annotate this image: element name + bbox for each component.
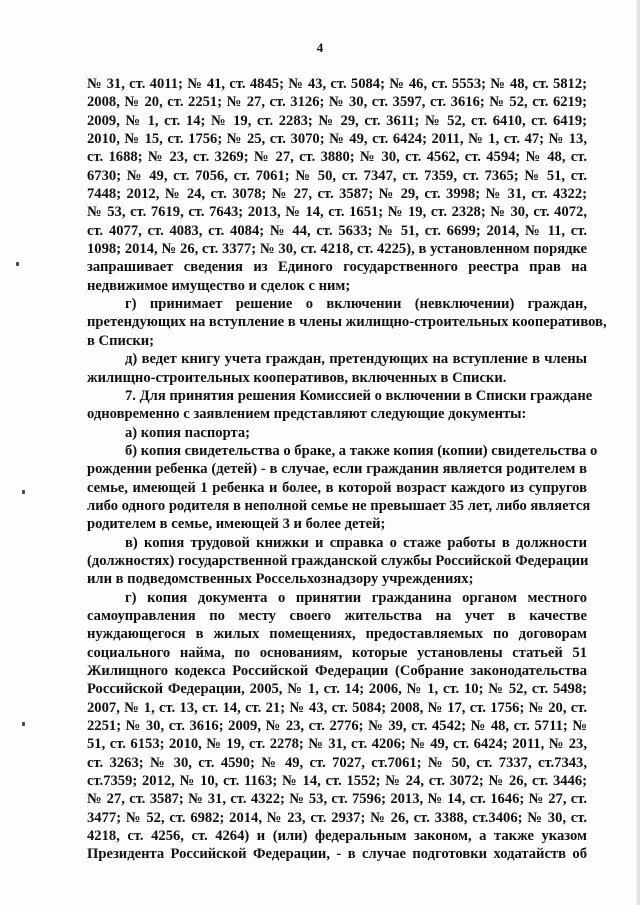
text-line: 7448; 2012, № 24, ст. 3078; № 27, ст. 3587; № 29, ст. 3998; № 31, ст. 4322; <box>87 186 587 203</box>
text-line: Президента Российской Федерации, - в случае подготовки ходатайств об <box>87 846 587 863</box>
text-line: 2010, № 15, ст. 1756; № 25, ст. 3070; № 49, ст. 6424; 2011, № 1, ст. 47; № 13, <box>87 131 587 148</box>
text-line: 6730; № 49, ст. 7056, ст. 7061; № 50, ст. 7347, ст. 7359, ст. 7365; № 51, ст. <box>87 167 587 184</box>
margin-mark <box>22 722 25 726</box>
text-line: 1098; 2014, № 26, ст. 3377; № 30, ст. 4218, ст. 4225), в установленном порядке <box>87 241 587 258</box>
text-line: родителем в семье, имеющей 3 и более детей; <box>87 516 386 533</box>
text-line: 51, ст. 6153; 2010, № 19, ст. 2278; № 31, ст. 4206; № 49, ст. 6424; 2011, № 23, <box>87 736 587 753</box>
text-line: Российской Федерации, 2005, № 1, ст. 14; 2006, № 1, ст. 10; № 52, ст. 5498; <box>87 681 587 698</box>
document-body <box>87 75 607 864</box>
text-line: в) копия трудовой книжки и справка о стаже работы в должности <box>125 534 587 551</box>
text-line: рождении ребенка (детей) - в случае, если гражданин является родителем в <box>87 461 587 478</box>
text-line: № 31, ст. 4011; № 41, ст. 4845; № 43, ст. 5084; № 46, ст. 5553; № 48, ст. 5812; <box>87 76 587 92</box>
text-line: д) ведет книгу учета граждан, претендующих на вступление в члены <box>125 351 587 368</box>
text-line: (должностях) государственной гражданской службы Российской Федерации <box>87 552 589 569</box>
page-number: 4 <box>316 40 324 55</box>
text-line: Жилищного кодекса Российской Федерации (Собрание законодательства <box>87 663 587 679</box>
text-line: недвижимое имущество и сделок с ним; <box>87 277 351 294</box>
text-line: социального найма, по основаниям, которые установлены статьей 51 <box>87 644 587 661</box>
text-line: запрашивает сведения из Единого государственного реестра прав на <box>87 259 587 276</box>
text-line: одновременно с заявлением представляют следующие документы: <box>87 406 527 423</box>
text-line: 4218, ст. 4256, ст. 4264) и (или) федеральным законом, а также указом <box>87 828 587 845</box>
text-line: в Списки; <box>87 332 155 349</box>
margin-mark <box>22 490 25 494</box>
text-line: 2007, № 1, ст. 13, ст. 14, ст. 21; № 43, ст. 5084; 2008, № 17, ст. 1756; № 20, ст. <box>87 699 587 716</box>
text-line: нуждающегося в жилых помещениях, предоставляемых по договорам <box>87 626 587 643</box>
text-line: ст. 1688; № 23, ст. 3269; № 27, ст. 3880; № 30, ст. 4562, ст. 4594; № 48, ст. <box>87 149 587 166</box>
text-line: претендующих на вступление в члены жилищно-строительных кооперативов, <box>87 314 607 331</box>
text-line: ст. 3263; № 30, ст. 4590; № 49, ст. 7027, ст.7061; № 50, ст. 7337, ст.7343, <box>87 754 587 771</box>
text-line: 2008, № 20, ст. 2251; № 27, ст. 3126; № 30, ст. 3597, ст. 3616; № 52, ст. 6219; <box>87 94 587 111</box>
text-line: № 53, ст. 7619, ст. 7643; 2013, № 14, ст. 1651; № 19, ст. 2328; № 30, ст. 4072, <box>87 204 587 221</box>
page-edge <box>636 0 640 905</box>
text-line: а) копия паспорта; <box>125 424 250 441</box>
text-line: 2251; № 30, ст. 3616; 2009, № 23, ст. 2776; № 39, ст. 4542; № 48, ст. 5711; № <box>87 718 587 735</box>
text-line: 7. Для принятия решения Комиссией о включении в Списки граждане <box>125 387 593 404</box>
text-line: ст. 4077, ст. 4083, ст. 4084; № 44, ст. 5633; № 51, ст. 6699; 2014, № 11, ст. <box>87 222 587 239</box>
text-line: № 27, ст. 3587; № 31, ст. 4322; № 53, ст. 7596; 2013, № 14, ст. 1646; № 27, ст. <box>87 791 587 808</box>
text-line: либо одного родителя в неполной семье не превышает 35 лет, либо является <box>87 497 591 514</box>
text-line: 3477; № 52, ст. 6982; 2014, № 23, ст. 2937; № 26, ст. 3388, ст.3406; № 30, ст. <box>87 809 587 826</box>
text-line: г) принимает решение о включении (невключении) граждан, <box>125 296 587 313</box>
text-line: жилищно-строительных кооперативов, включенных в Списки. <box>87 369 507 386</box>
text-line: 2009, № 1, ст. 14; № 19, ст. 2283; № 29, ст. 3611; № 52, ст. 6410, ст. 6419; <box>87 112 587 129</box>
text-line: ст.7359; 2012, № 10, ст. 1163; № 14, ст. 1552; № 24, ст. 3072; № 26, ст. 3446; <box>87 773 587 790</box>
text-line: семье, имеющей 1 ребенка и более, в которой возраст каждого из супругов <box>87 479 587 496</box>
text-line: или в подведомственных Россельхознадзору учреждениях; <box>87 571 474 588</box>
text-line: б) копия свидетельства о браке, а также копия (копии) свидетельства о <box>125 442 598 459</box>
text-line: самоуправления по месту своего жительства на учет в качестве <box>87 607 587 624</box>
margin-mark <box>16 262 19 266</box>
text-line: г) копия документа о принятии гражданина органом местного <box>125 589 587 606</box>
